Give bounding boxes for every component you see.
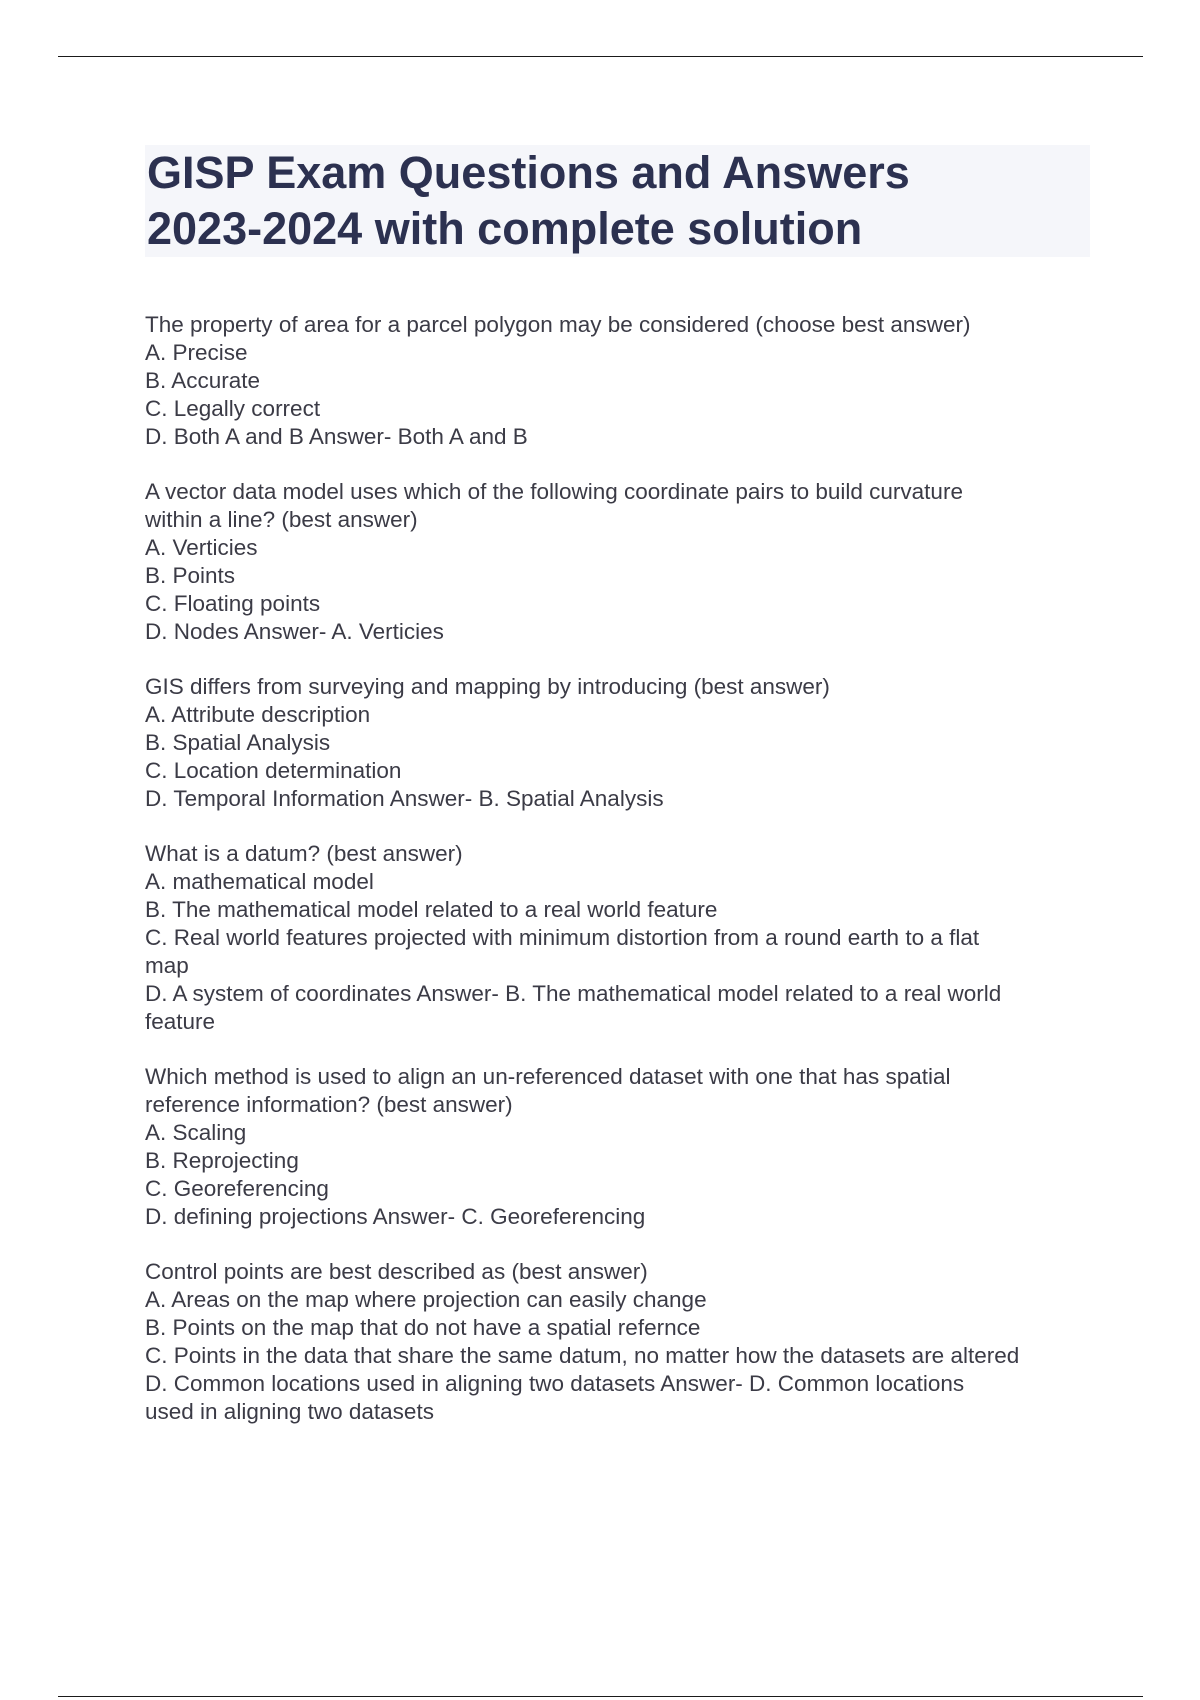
option-line: B. Accurate xyxy=(145,368,261,393)
question-text: Control points are best described as (best answer) xyxy=(145,1259,648,1284)
answer-line: used in aligning two datasets xyxy=(145,1399,434,1424)
answer-line: D. defining projections Answer- C. Georeferencing xyxy=(145,1204,646,1229)
option-line: B. Spatial Analysis xyxy=(145,730,331,755)
option-line: B. Points xyxy=(145,563,236,588)
question-text: GIS differs from surveying and mapping by introducing (best answer) xyxy=(145,674,830,699)
answer-line: D. A system of coordinates Answer- B. The mathematical model related to a real world xyxy=(145,981,1002,1006)
bottom-rule xyxy=(58,1696,1143,1697)
option-line: B. The mathematical model related to a real world feature xyxy=(145,897,718,922)
question-text: Which method is used to align an un-referenced dataset with one that has spatial xyxy=(145,1064,951,1089)
question-text: The property of area for a parcel polygon may be considered (choose best answer) xyxy=(145,312,971,337)
option-line: A. Precise xyxy=(145,340,248,365)
question-block xyxy=(145,1258,1145,1426)
option-line: C. Georeferencing xyxy=(145,1176,329,1201)
page-title xyxy=(145,145,1090,257)
option-line: map xyxy=(145,953,189,978)
answer-line: D. Nodes Answer- A. Verticies xyxy=(145,619,444,644)
option-line: B. Reprojecting xyxy=(145,1148,299,1173)
option-line: B. Points on the map that do not have a spatial refernce xyxy=(145,1315,701,1340)
option-line: C. Floating points xyxy=(145,591,321,616)
option-line: A. Scaling xyxy=(145,1120,247,1145)
question-block xyxy=(145,673,1145,813)
answer-line: D. Temporal Information Answer- B. Spatial Analysis xyxy=(145,786,664,811)
option-line: A. mathematical model xyxy=(145,869,374,894)
question-text: reference information? (best answer) xyxy=(145,1092,513,1117)
question-block xyxy=(145,840,1145,1036)
answer-line: feature xyxy=(145,1009,216,1034)
answer-line: D. Common locations used in aligning two datasets Answer- D. Common locations xyxy=(145,1371,965,1396)
option-line: C. Legally correct xyxy=(145,396,321,421)
question-block xyxy=(145,1063,1145,1231)
option-line: A. Areas on the map where projection can easily change xyxy=(145,1287,707,1312)
answer-line: D. Both A and B Answer- Both A and B xyxy=(145,424,528,449)
option-line: C. Points in the data that share the same datum, no matter how the datasets are altered xyxy=(145,1343,1020,1368)
option-line: C. Real world features projected with minimum distortion from a round earth to a flat xyxy=(145,925,980,950)
top-rule xyxy=(58,56,1143,57)
question-text: within a line? (best answer) xyxy=(145,507,418,532)
title-line-2: 2023-2024 with complete solution xyxy=(147,203,863,254)
question-text: A vector data model uses which of the following coordinate pairs to build curvature xyxy=(145,479,963,504)
question-block xyxy=(145,478,1145,646)
option-line: C. Location determination xyxy=(145,758,402,783)
question-text: What is a datum? (best answer) xyxy=(145,841,463,866)
title-line-1: GISP Exam Questions and Answers xyxy=(147,147,910,198)
title-banner xyxy=(145,145,1090,257)
option-line: A. Verticies xyxy=(145,535,258,560)
option-line: A. Attribute description xyxy=(145,702,371,727)
question-list xyxy=(145,311,1145,1453)
question-block xyxy=(145,311,1145,451)
